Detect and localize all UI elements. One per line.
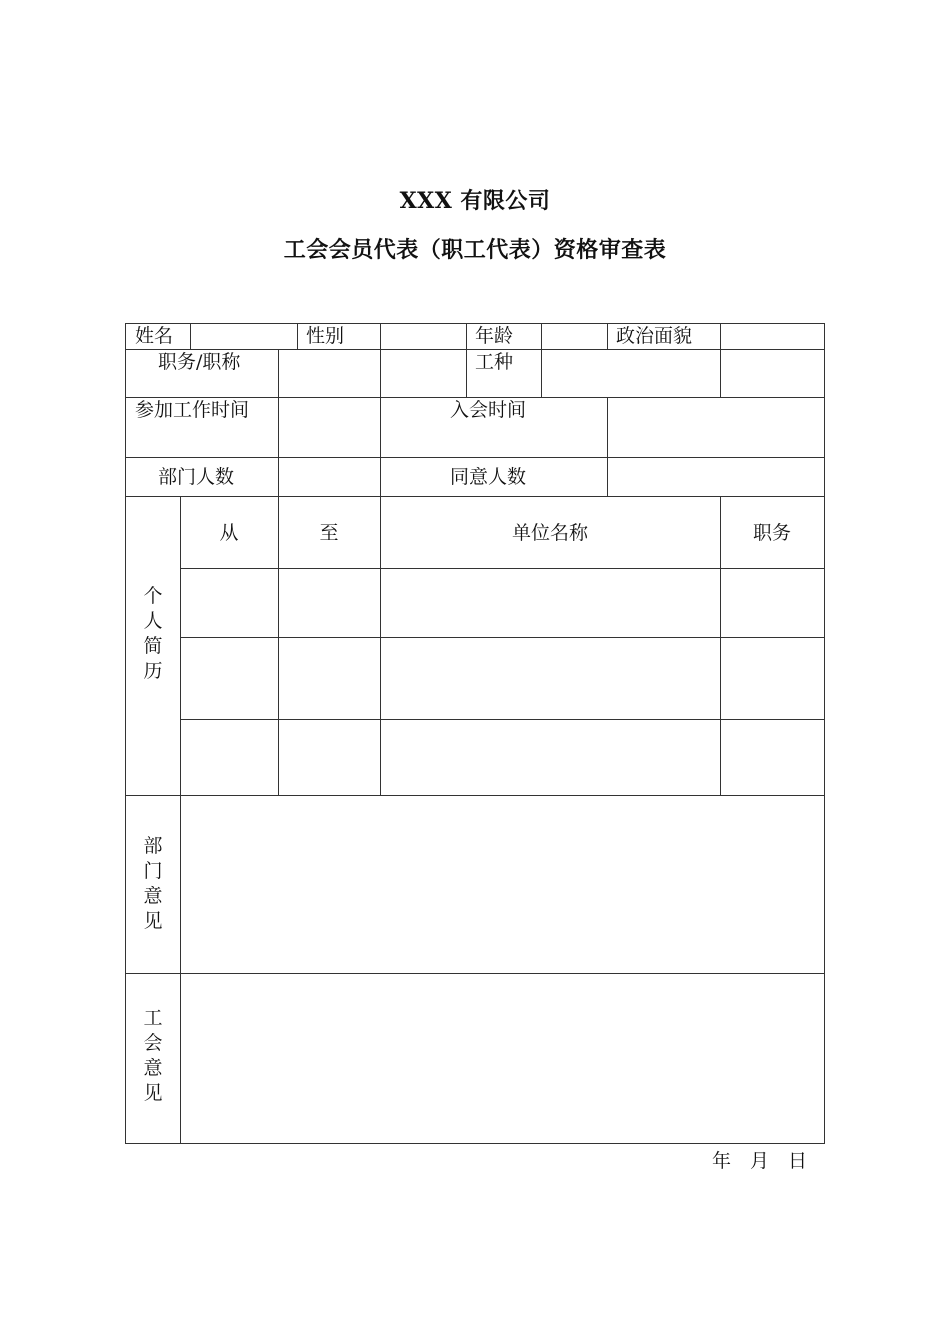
col-divider (380, 397, 381, 497)
resume-row-2-organization[interactable] (381, 638, 720, 719)
resume-row-1-from[interactable] (181, 569, 278, 637)
resume-row-3-position[interactable] (721, 720, 824, 795)
union-opinion-field[interactable] (181, 974, 824, 1143)
col-divider (466, 349, 467, 398)
section-label-char: 意 (143, 1057, 163, 1079)
resume-row-3-organization[interactable] (381, 720, 720, 795)
section-label-char: 会 (143, 1032, 163, 1054)
political-status-label: 政治面貌 (616, 325, 693, 347)
col-divider (380, 349, 381, 398)
name-field[interactable] (191, 324, 297, 349)
dept-opinion-field[interactable] (181, 796, 824, 973)
agree-count-label: 同意人数 (450, 466, 527, 488)
section-label-char: 部 (143, 835, 163, 857)
resume-col-organization: 单位名称 (511, 522, 588, 544)
resume-section-label (141, 584, 165, 684)
gender-label: 性别 (306, 325, 345, 347)
section-label-char: 见 (143, 910, 163, 932)
resume-row-2-to[interactable] (279, 638, 380, 719)
section-label-char: 见 (143, 1082, 163, 1104)
table-border-bottom (125, 1143, 825, 1144)
section-label-char: 工 (143, 1007, 163, 1029)
age-label: 年龄 (475, 325, 514, 347)
union-opinion-label (141, 1006, 165, 1106)
col-divider (466, 323, 467, 350)
political-status-field[interactable] (721, 324, 824, 349)
dept-opinion-label (141, 834, 165, 934)
section-label-char: 意 (143, 885, 163, 907)
resume-row-1-to[interactable] (279, 569, 380, 637)
join-union-time-field[interactable] (608, 398, 824, 457)
col-divider (720, 349, 721, 398)
position-title-field[interactable] (279, 350, 380, 397)
position-title-label: 职务/职称 (158, 351, 241, 373)
form-title: 工会会员代表（职工代表）资格审查表 (283, 237, 667, 263)
resume-row-2-from[interactable] (181, 638, 278, 719)
section-label-char: 历 (143, 660, 163, 682)
resume-row-1-organization[interactable] (381, 569, 720, 637)
resume-row-1-position[interactable] (721, 569, 824, 637)
resume-row-2-position[interactable] (721, 638, 824, 719)
work-start-time-field[interactable] (279, 398, 380, 457)
table-border-right (824, 323, 825, 1144)
col-divider (297, 323, 298, 350)
resume-col-from: 从 (219, 522, 239, 544)
dept-headcount-label: 部门人数 (158, 466, 235, 488)
age-field[interactable] (542, 324, 607, 349)
agree-count-field[interactable] (608, 458, 824, 496)
name-label: 姓名 (135, 325, 174, 347)
work-type-label: 工种 (475, 351, 514, 373)
section-label-char: 简 (143, 635, 163, 657)
resume-row-3-from[interactable] (181, 720, 278, 795)
company-title: XXX 有限公司 (399, 188, 551, 214)
resume-col-position: 职务 (752, 522, 791, 544)
section-label-char: 门 (143, 860, 163, 882)
gender-field[interactable] (381, 324, 466, 349)
work-type-field[interactable] (542, 350, 720, 397)
date-line: 年 月 日 (712, 1150, 808, 1172)
join-union-time-label: 入会时间 (450, 399, 527, 421)
section-label-char: 人 (143, 610, 163, 632)
resume-col-to: 至 (319, 522, 339, 544)
table-border-left (125, 323, 126, 1144)
dept-headcount-field[interactable] (279, 458, 380, 496)
resume-row-3-to[interactable] (279, 720, 380, 795)
col-divider (607, 323, 608, 350)
work-start-time-label: 参加工作时间 (135, 399, 250, 421)
section-label-char: 个 (143, 585, 163, 607)
